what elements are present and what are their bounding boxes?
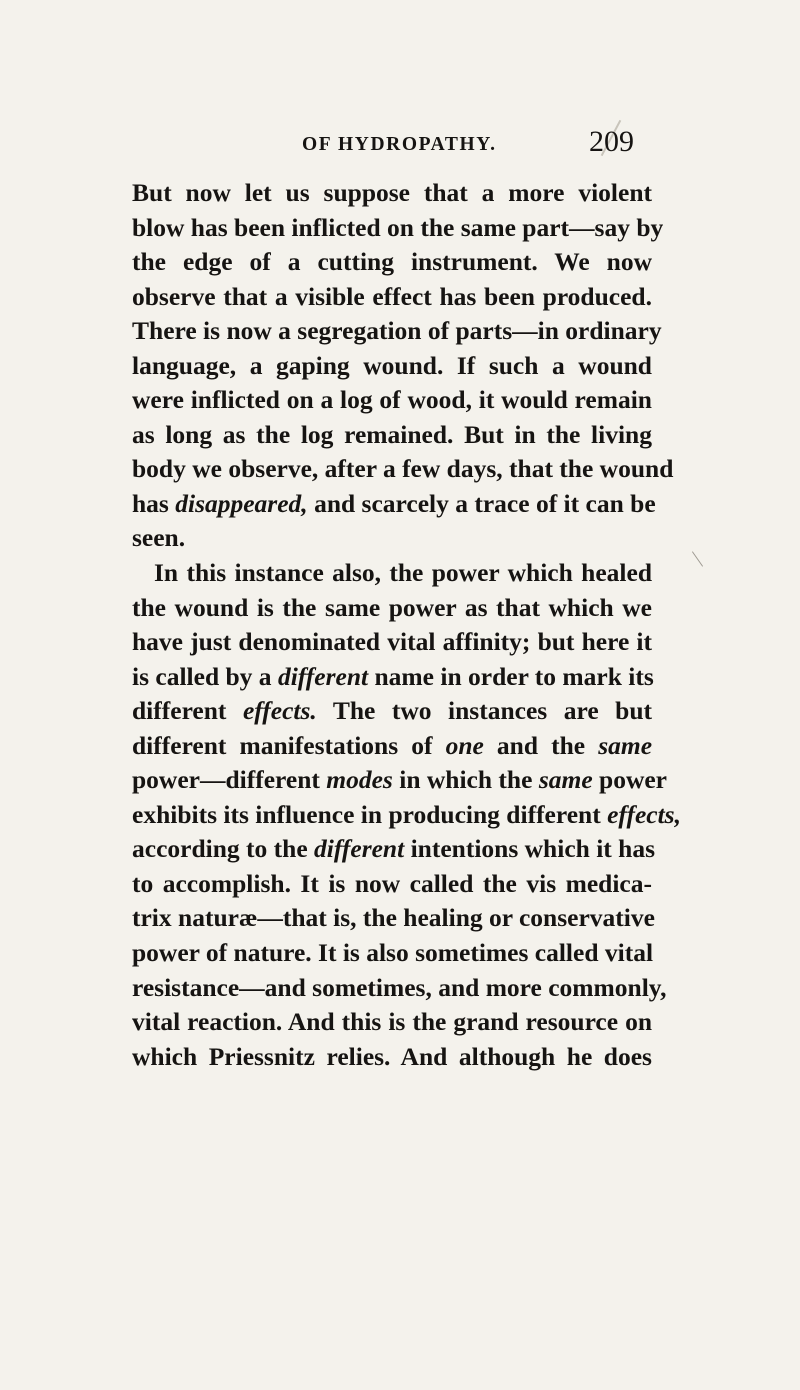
text-line-with-emphasis: exhibits its influence in producing different effects, xyxy=(132,799,681,829)
text-line: observe that a visible effect has been produced. xyxy=(132,281,652,311)
body-text xyxy=(132,176,681,1074)
text-line: seen. xyxy=(132,523,186,553)
text-line: body we observe, after a few days, that the wound xyxy=(132,454,674,484)
text-line-with-emphasis: different effects. The two instances are but xyxy=(132,696,652,726)
text-line: as long as the log remained. But in the living xyxy=(132,419,652,449)
paragraph-1 xyxy=(132,176,674,556)
text-line: have just denominated vital affinity; but here it xyxy=(132,627,652,657)
text-line: which Priessnitz relies. And although he does xyxy=(132,1041,652,1071)
text-line: blow has been inflicted on the same part—say by xyxy=(132,212,664,242)
text-line-with-emphasis: different manifestations of one and the same xyxy=(132,730,653,760)
text-line-with-emphasis: has disappeared, and scarcely a trace of it can be xyxy=(132,488,656,518)
text-line: power of nature. It is also sometimes called vital xyxy=(132,938,654,968)
text-line: resistance—and sometimes, and more commonly, xyxy=(132,972,667,1002)
page-number: 209 xyxy=(589,125,634,158)
text-line: to accomplish. It is now called the vis medica- xyxy=(132,868,652,898)
running-head: OF HYDROPATHY. xyxy=(302,134,497,155)
text-line: vital reaction. And this is the grand resource on xyxy=(132,1007,652,1037)
text-line: But now let us suppose that a more violent xyxy=(132,178,652,207)
text-line: language, a gaping wound. If such a wound xyxy=(132,350,652,380)
text-line-with-emphasis: according to the different intentions which it has xyxy=(132,834,656,864)
paragraph-2 xyxy=(132,556,681,1074)
margin-pencil-mark xyxy=(692,551,703,566)
text-line: were inflicted on a log of wood, it would remain xyxy=(132,385,652,415)
text-line: There is now a segregation of parts—in ordinary xyxy=(132,316,662,346)
page-header xyxy=(0,125,800,174)
text-line: the edge of a cutting instrument. We now xyxy=(132,247,652,277)
text-line-with-emphasis: power—different modes in which the same power xyxy=(132,765,667,795)
text-line-with-emphasis: is called by a different name in order to mark its xyxy=(132,661,654,691)
text-line: the wound is the same power as that which we xyxy=(132,592,652,622)
text-line: In this instance also, the power which healed xyxy=(154,558,652,588)
text-line: trix naturæ—that is, the healing or conservative xyxy=(132,903,655,933)
